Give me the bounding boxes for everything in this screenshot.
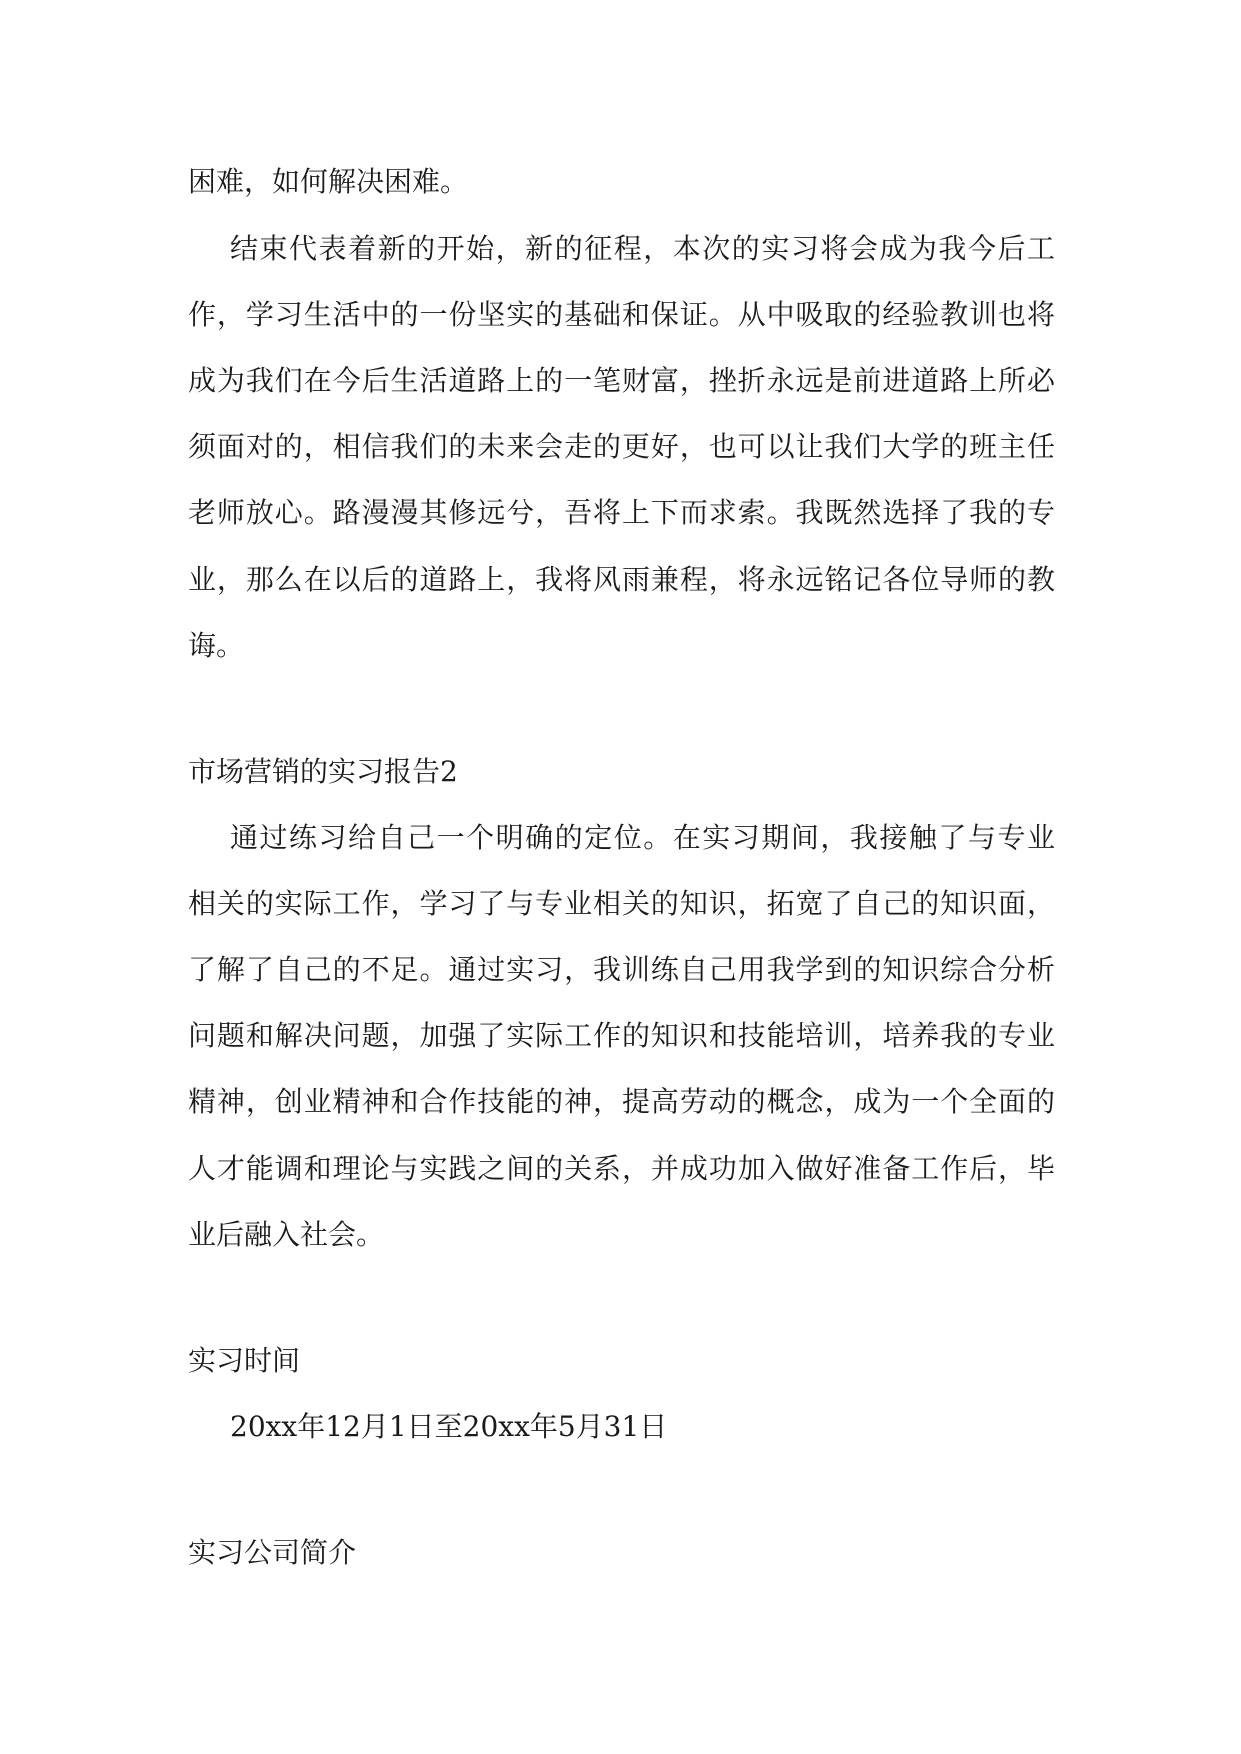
- internship-date-range: 20xx年12月1日至20xx年5月31日: [230, 1410, 668, 1443]
- paragraph-line: 业，那么在以后的道路上，我将风雨兼程，将永远铭记各位导师的教: [188, 563, 1055, 596]
- paragraph-line: 成为我们在今后生活道路上的一笔财富，挫折永远是前进道路上所必: [188, 364, 1055, 397]
- section-heading: 实习公司简介: [188, 1536, 357, 1569]
- paragraph-line: 了解了自己的不足。通过实习，我训练自己用我学到的知识综合分析: [188, 953, 1055, 986]
- paragraph-line: 老师放心。路漫漫其修远兮，吾将上下而求索。我既然选择了我的专: [188, 496, 1055, 529]
- paragraph-line: 相关的实际工作，学习了与专业相关的知识，拓宽了自己的知识面，: [188, 887, 1055, 920]
- paragraph-line: 结束代表着新的开始，新的征程，本次的实习将会成为我今后工: [230, 232, 1055, 265]
- paragraph-line: 须面对的，相信我们的未来会走的更好，也可以让我们大学的班主任: [188, 430, 1055, 463]
- paragraph-line: 困难，如何解决困难。: [188, 165, 469, 198]
- paragraph-line: 精神，创业精神和合作技能的神，提高劳动的概念，成为一个全面的: [188, 1085, 1055, 1118]
- paragraph-line: 作，学习生活中的一份坚实的基础和保证。从中吸取的经验教训也将: [188, 298, 1055, 331]
- paragraph-line: 诲。: [188, 629, 245, 662]
- paragraph-line: 问题和解决问题，加强了实际工作的知识和技能培训，培养我的专业: [188, 1019, 1055, 1052]
- paragraph-line: 人才能调和理论与实践之间的关系，并成功加入做好准备工作后，毕: [188, 1152, 1055, 1185]
- section-heading: 实习时间: [188, 1344, 301, 1377]
- paragraph-line: 通过练习给自己一个明确的定位。在实习期间，我接触了与专业: [230, 821, 1055, 854]
- section-heading: 市场营销的实习报告2: [188, 755, 458, 788]
- paragraph-line: 业后融入社会。: [188, 1218, 385, 1251]
